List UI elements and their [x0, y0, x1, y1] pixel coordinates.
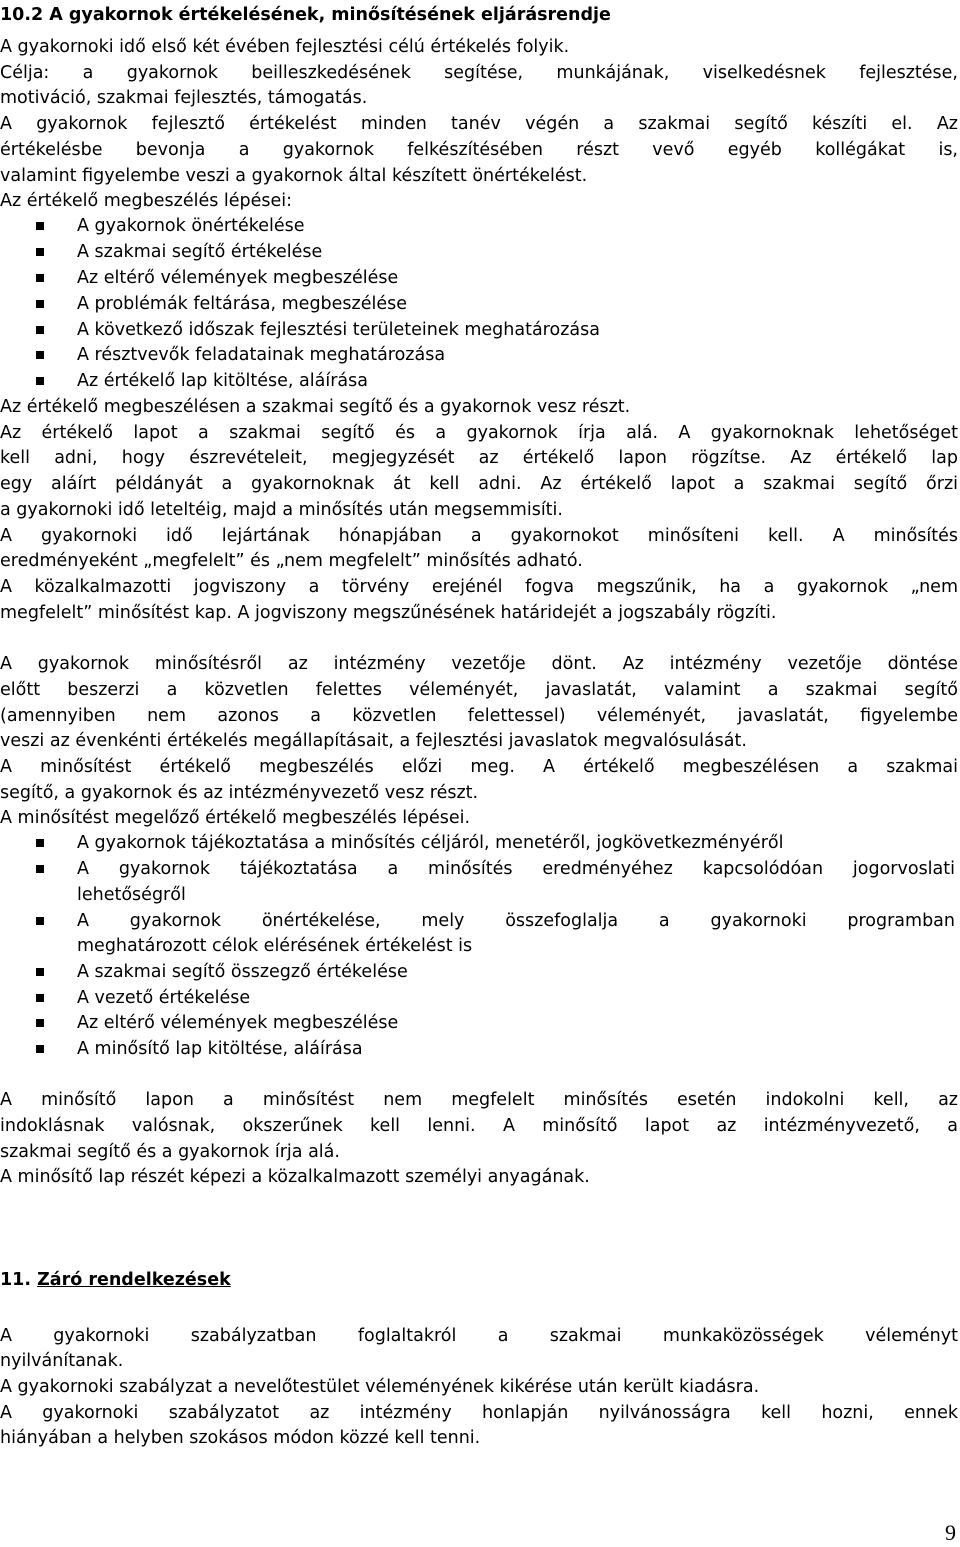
text-line: kell adni, hogy észrevételeit, megjegyzését az értékelő lapon rögzítse. Az értékelő lap	[0, 448, 958, 468]
text-line: előtt beszerzi a közvetlen felettes véleményét, javaslatát, valamint a szakmai segítő	[0, 680, 958, 700]
text-line: értékelésbe bevonja a gyakornok felkészítésében részt vevő egyéb kollégákat is,	[0, 140, 958, 160]
list-item-continuation: meghatározott célok elérésének értékelést is	[77, 936, 473, 956]
section-heading: 10.2 A gyakornok értékelésének, minősítésének eljárásrendje	[0, 5, 611, 25]
text-line: segítő, a gyakornok és az intézményvezető vesz részt.	[0, 783, 479, 803]
list-item: A szakmai segítő értékelése	[77, 242, 323, 262]
list-item: Az eltérő vélemények megbeszélése	[77, 268, 399, 288]
section-11-number: 11.	[0, 1270, 32, 1290]
list-item: A gyakornok tájékoztatása a minősítés eredményéhez kapcsolódóan jogorvoslati	[77, 859, 955, 879]
text-line: A minősítő lap részét képezi a közalkalmazott személyi anyagának.	[0, 1167, 590, 1187]
list-item: A minősítő lap kitöltése, aláírása	[77, 1039, 363, 1059]
text-line: valamint figyelembe veszi a gyakornok által készített önértékelést.	[0, 166, 588, 186]
bullet-icon	[36, 222, 44, 230]
section-11-title: Záró rendelkezések	[37, 1270, 231, 1290]
text-line: A minősítő lapon a minősítést nem megfelelt minősítés esetén indokolni kell, az	[0, 1090, 958, 1110]
list-item: Az eltérő vélemények megbeszélése	[77, 1013, 399, 1033]
bullet-icon	[36, 248, 44, 256]
text-line: Az értékelő megbeszélés lépései:	[0, 191, 293, 211]
text-line: A minősítést megelőző értékelő megbeszélés lépései.	[0, 808, 471, 828]
bullet-icon	[36, 865, 44, 873]
section-11-heading	[0, 1267, 958, 1293]
bullet-icon	[36, 326, 44, 334]
text-line: A közalkalmazotti jogviszony a törvény erejénél fogva megszűnik, ha a gyakornok „nem	[0, 577, 958, 597]
list-item: A problémák feltárása, megbeszélése	[77, 294, 408, 314]
text-line: hiányában a helyben szokásos módon közzé kell tenni.	[0, 1428, 481, 1448]
text-line: Az értékelő megbeszélésen a szakmai segítő és a gyakornok vesz részt.	[0, 397, 631, 417]
bullet-icon	[36, 839, 44, 847]
text-line: A gyakornok minősítésről az intézmény vezetője dönt. Az intézmény vezetője döntése	[0, 654, 958, 674]
text-line: motiváció, szakmai fejlesztés, támogatás.	[0, 88, 368, 108]
bullet-icon	[36, 994, 44, 1002]
list-item: A gyakornok tájékoztatása a minősítés céljáról, menetéről, jogkövetkezményéről	[77, 833, 784, 853]
page-number: 9	[945, 1520, 956, 1545]
text-line: A gyakornoki szabályzatot az intézmény honlapján nyilvánosságra kell hozni, ennek	[0, 1403, 958, 1423]
text-line: nyilvánítanak.	[0, 1351, 124, 1371]
text-line: A gyakornoki szabályzat a nevelőtestület véleményének kikérése után került kiadásra.	[0, 1377, 760, 1397]
text-line: A gyakornoki idő első két évében fejlesztési célú értékelés folyik.	[0, 37, 570, 57]
text-line: A minősítést értékelő megbeszélés előzi meg. A értékelő megbeszélésen a szakmai	[0, 757, 958, 777]
list-item: A gyakornok önértékelése, mely összefoglalja a gyakornoki programban	[77, 911, 955, 931]
bullet-icon	[36, 274, 44, 282]
text-line: A gyakornok fejlesztő értékelést minden tanév végén a szakmai segítő készíti el. Az	[0, 114, 958, 134]
text-line: szakmai segítő és a gyakornok írja alá.	[0, 1142, 340, 1162]
text-line: megfelelt” minősítést kap. A jogviszony megszűnésének határidejét a jogszabály rögzíti.	[0, 603, 777, 623]
bullet-icon	[36, 917, 44, 925]
list-item: A szakmai segítő összegző értékelése	[77, 962, 408, 982]
bullet-icon	[36, 351, 44, 359]
text-line: indoklásnak valósnak, okszerűnek kell lenni. A minősítő lapot az intézményvezető, a	[0, 1116, 958, 1136]
bullet-icon	[36, 300, 44, 308]
bullet-icon	[36, 968, 44, 976]
list-item: Az értékelő lap kitöltése, aláírása	[77, 371, 368, 391]
text-line: (amennyiben nem azonos a közvetlen felettessel) véleményét, javaslatát, figyelembe	[0, 706, 958, 726]
bullet-icon	[36, 1019, 44, 1027]
text-line: A gyakornoki szabályzatban foglaltakról a szakmai munkaközösségek véleményt	[0, 1326, 958, 1346]
list-item: A résztvevők feladatainak meghatározása	[77, 345, 446, 365]
bullet-icon	[36, 1045, 44, 1053]
text-line: Célja: a gyakornok beilleszkedésének segítése, munkájának, viselkedésnek fejlesztése,	[0, 63, 958, 83]
text-line: eredményeként „megfelelt” és „nem megfelelt” minősítés adható.	[0, 551, 583, 571]
text-line: Az értékelő lapot a szakmai segítő és a gyakornok írja alá. A gyakornoknak lehetőséget	[0, 423, 958, 443]
text-line: a gyakornoki idő leteltéig, majd a minősítés után megsemmisíti.	[0, 500, 563, 520]
list-item: A vezető értékelése	[77, 988, 251, 1008]
bullet-icon	[36, 377, 44, 385]
text-line: A gyakornoki idő lejártának hónapjában a gyakornokot minősíteni kell. A minősítés	[0, 526, 958, 546]
list-item: A következő időszak fejlesztési területeinek meghatározása	[77, 320, 600, 340]
list-item-continuation: lehetőségről	[77, 885, 186, 905]
text-line: egy aláírt példányát a gyakornoknak át kell adni. Az értékelő lapot a szakmai segítő őrzi	[0, 474, 958, 494]
list-item: A gyakornok önértékelése	[77, 216, 305, 236]
text-line: veszi az évenkénti értékelés megállapításait, a fejlesztési javaslatok megvalósulását.	[0, 731, 747, 751]
